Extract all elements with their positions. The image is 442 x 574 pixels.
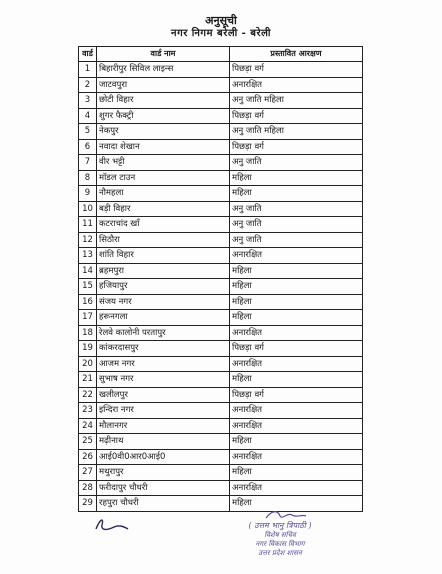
table-row [79,325,363,341]
reservation-cell: पिछड़ा वर्ग [230,108,363,124]
table-row [79,62,363,78]
ward-number-cell: 5 [79,124,97,140]
reservation-cell: महिला [230,263,363,279]
table-row [79,139,363,155]
reservation-cell: अनु जाति महिला [230,93,363,109]
ward-name-cell: कांकरदासपुर [97,341,230,357]
ward-name-cell: मॉडल टाउन [97,170,230,186]
reservation-cell: अनारक्षित [230,480,363,496]
ward-number-cell: 6 [79,139,97,155]
table-row [79,434,363,450]
ward-number-cell: 8 [79,170,97,186]
table-row [79,201,363,217]
table-row [79,496,363,512]
ward-number-cell: 18 [79,325,97,341]
table-row [79,294,363,310]
ward-number-cell: 4 [79,108,97,124]
ward-name-cell: सिठौरा [97,232,230,248]
ward-name-cell: हजियापुर [97,279,230,295]
reservation-cell: अनु जाति [230,201,363,217]
ward-name-cell: बड़ी विहार [97,201,230,217]
reservation-cell: अनारक्षित [230,325,363,341]
table-row [79,77,363,93]
ward-number-cell: 7 [79,155,97,171]
ward-number-cell: 26 [79,449,97,465]
ward-name-cell: आजम नगर [97,356,230,372]
header-ward-name: वार्ड नाम [97,47,230,62]
ward-number-cell: 9 [79,186,97,202]
ward-number-cell: 17 [79,310,97,326]
reservation-cell: महिला [230,186,363,202]
reservation-cell: अनारक्षित [230,418,363,434]
table-row [79,465,363,481]
reservation-cell: पिछड़ा वर्ग [230,62,363,78]
signatory-name: ( उत्तम भानु त्रिपाठी ) [248,521,312,530]
signatory-designation: विशेष सचिव [264,531,296,539]
ward-name-cell: नवादा शेखान [97,139,230,155]
header-ward-number: वार्ड [79,47,97,62]
reservation-cell: अनारक्षित [230,403,363,419]
reservation-cell: अनु जाति [230,217,363,233]
table-row [79,356,363,372]
ward-name-cell: आई0वी0आर0आई0 [97,449,230,465]
ward-number-cell: 11 [79,217,97,233]
signatory-stamp [200,521,360,558]
table-row [79,403,363,419]
ward-number-cell: 13 [79,248,97,264]
reservation-cell: पिछड़ा वर्ग [230,387,363,403]
ward-name-cell: हरूनगला [97,310,230,326]
reservation-cell: अनारक्षित [230,248,363,264]
table-row [79,217,363,233]
table-row [79,263,363,279]
reservation-cell: अनु जाति [230,232,363,248]
ward-name-cell: खलीलपुर [97,387,230,403]
reservation-cell: अनारक्षित [230,449,363,465]
table-row [79,186,363,202]
ward-name-cell: रेलवे कालोनी परतापुर [97,325,230,341]
ward-number-cell: 28 [79,480,97,496]
ward-number-cell: 23 [79,403,97,419]
ward-name-cell: मढ़ीनाथ [97,434,230,450]
table-row [79,248,363,264]
reservation-cell: अनारक्षित [230,356,363,372]
signature-scribble-left [92,513,132,535]
signatory-department: नगर विकास विभाग [255,540,305,548]
reservation-cell: अनारक्षित [230,77,363,93]
ward-name-cell: वीर भट्टी [97,155,230,171]
ward-number-cell: 22 [79,387,97,403]
reservation-cell: महिला [230,170,363,186]
signatory-government: उत्तर प्रदेश शासन [258,549,302,557]
ward-name-cell: जाटवपुरा [97,77,230,93]
ward-number-cell: 21 [79,372,97,388]
ward-number-cell: 15 [79,279,97,295]
reservation-cell: महिला [230,310,363,326]
reservation-cell: महिला [230,434,363,450]
table-row [79,155,363,171]
reservation-cell: महिला [230,465,363,481]
reservation-cell: महिला [230,294,363,310]
ward-number-cell: 10 [79,201,97,217]
ward-number-cell: 3 [79,93,97,109]
ward-number-cell: 19 [79,341,97,357]
ward-name-cell: रहपुरा चौधरी [97,496,230,512]
table-row [79,279,363,295]
ward-number-cell: 1 [79,62,97,78]
table-row [79,124,363,140]
ward-name-cell: शांति विहार [97,248,230,264]
table-header-row [79,47,363,62]
ward-number-cell: 24 [79,418,97,434]
ward-number-cell: 20 [79,356,97,372]
table-row [79,387,363,403]
ward-number-cell: 29 [79,496,97,512]
ward-number-cell: 2 [79,77,97,93]
reservation-cell: अनु जाति [230,155,363,171]
table-row [79,170,363,186]
reservation-cell: पिछड़ा वर्ग [230,139,363,155]
ward-number-cell: 14 [79,263,97,279]
ward-name-cell: मथुरापुर [97,465,230,481]
ward-name-cell: फरीदापुर चौधरी [97,480,230,496]
reservation-cell: पिछड़ा वर्ग [230,341,363,357]
reservation-cell: अनु जाति महिला [230,124,363,140]
ward-number-cell: 12 [79,232,97,248]
reservation-cell: महिला [230,279,363,295]
ward-name-cell: इन्दिरा नगर [97,403,230,419]
ward-reservation-table [78,46,363,512]
table-row [79,372,363,388]
document-subtitle: नगर निगम बरेली - बरेली [171,28,271,39]
table-row [79,93,363,109]
ward-name-cell: संजय नगर [97,294,230,310]
document-title: अनुसूची [205,14,237,27]
ward-name-cell: ब्रहमपुरा [97,263,230,279]
ward-name-cell: छोटी विहार [97,93,230,109]
table-row [79,480,363,496]
table-row [79,232,363,248]
table-row [79,310,363,326]
ward-name-cell: सुभाष नगर [97,372,230,388]
ward-number-cell: 27 [79,465,97,481]
table-row [79,341,363,357]
table-row [79,418,363,434]
reservation-cell: महिला [230,496,363,512]
ward-name-cell: बिहारीपुर सिविल लाइन्स [97,62,230,78]
ward-name-cell: कटराचांद खाँ [97,217,230,233]
ward-name-cell: शुगर फैक्ट्री [97,108,230,124]
table-row [79,108,363,124]
ward-number-cell: 16 [79,294,97,310]
ward-name-cell: मौलानगर [97,418,230,434]
ward-number-cell: 25 [79,434,97,450]
ward-name-cell: नौमहला [97,186,230,202]
header-proposed-reservation: प्रस्तावित आरक्षण [230,47,363,62]
ward-name-cell: नेकपुर [97,124,230,140]
table-row [79,449,363,465]
reservation-cell: महिला [230,372,363,388]
